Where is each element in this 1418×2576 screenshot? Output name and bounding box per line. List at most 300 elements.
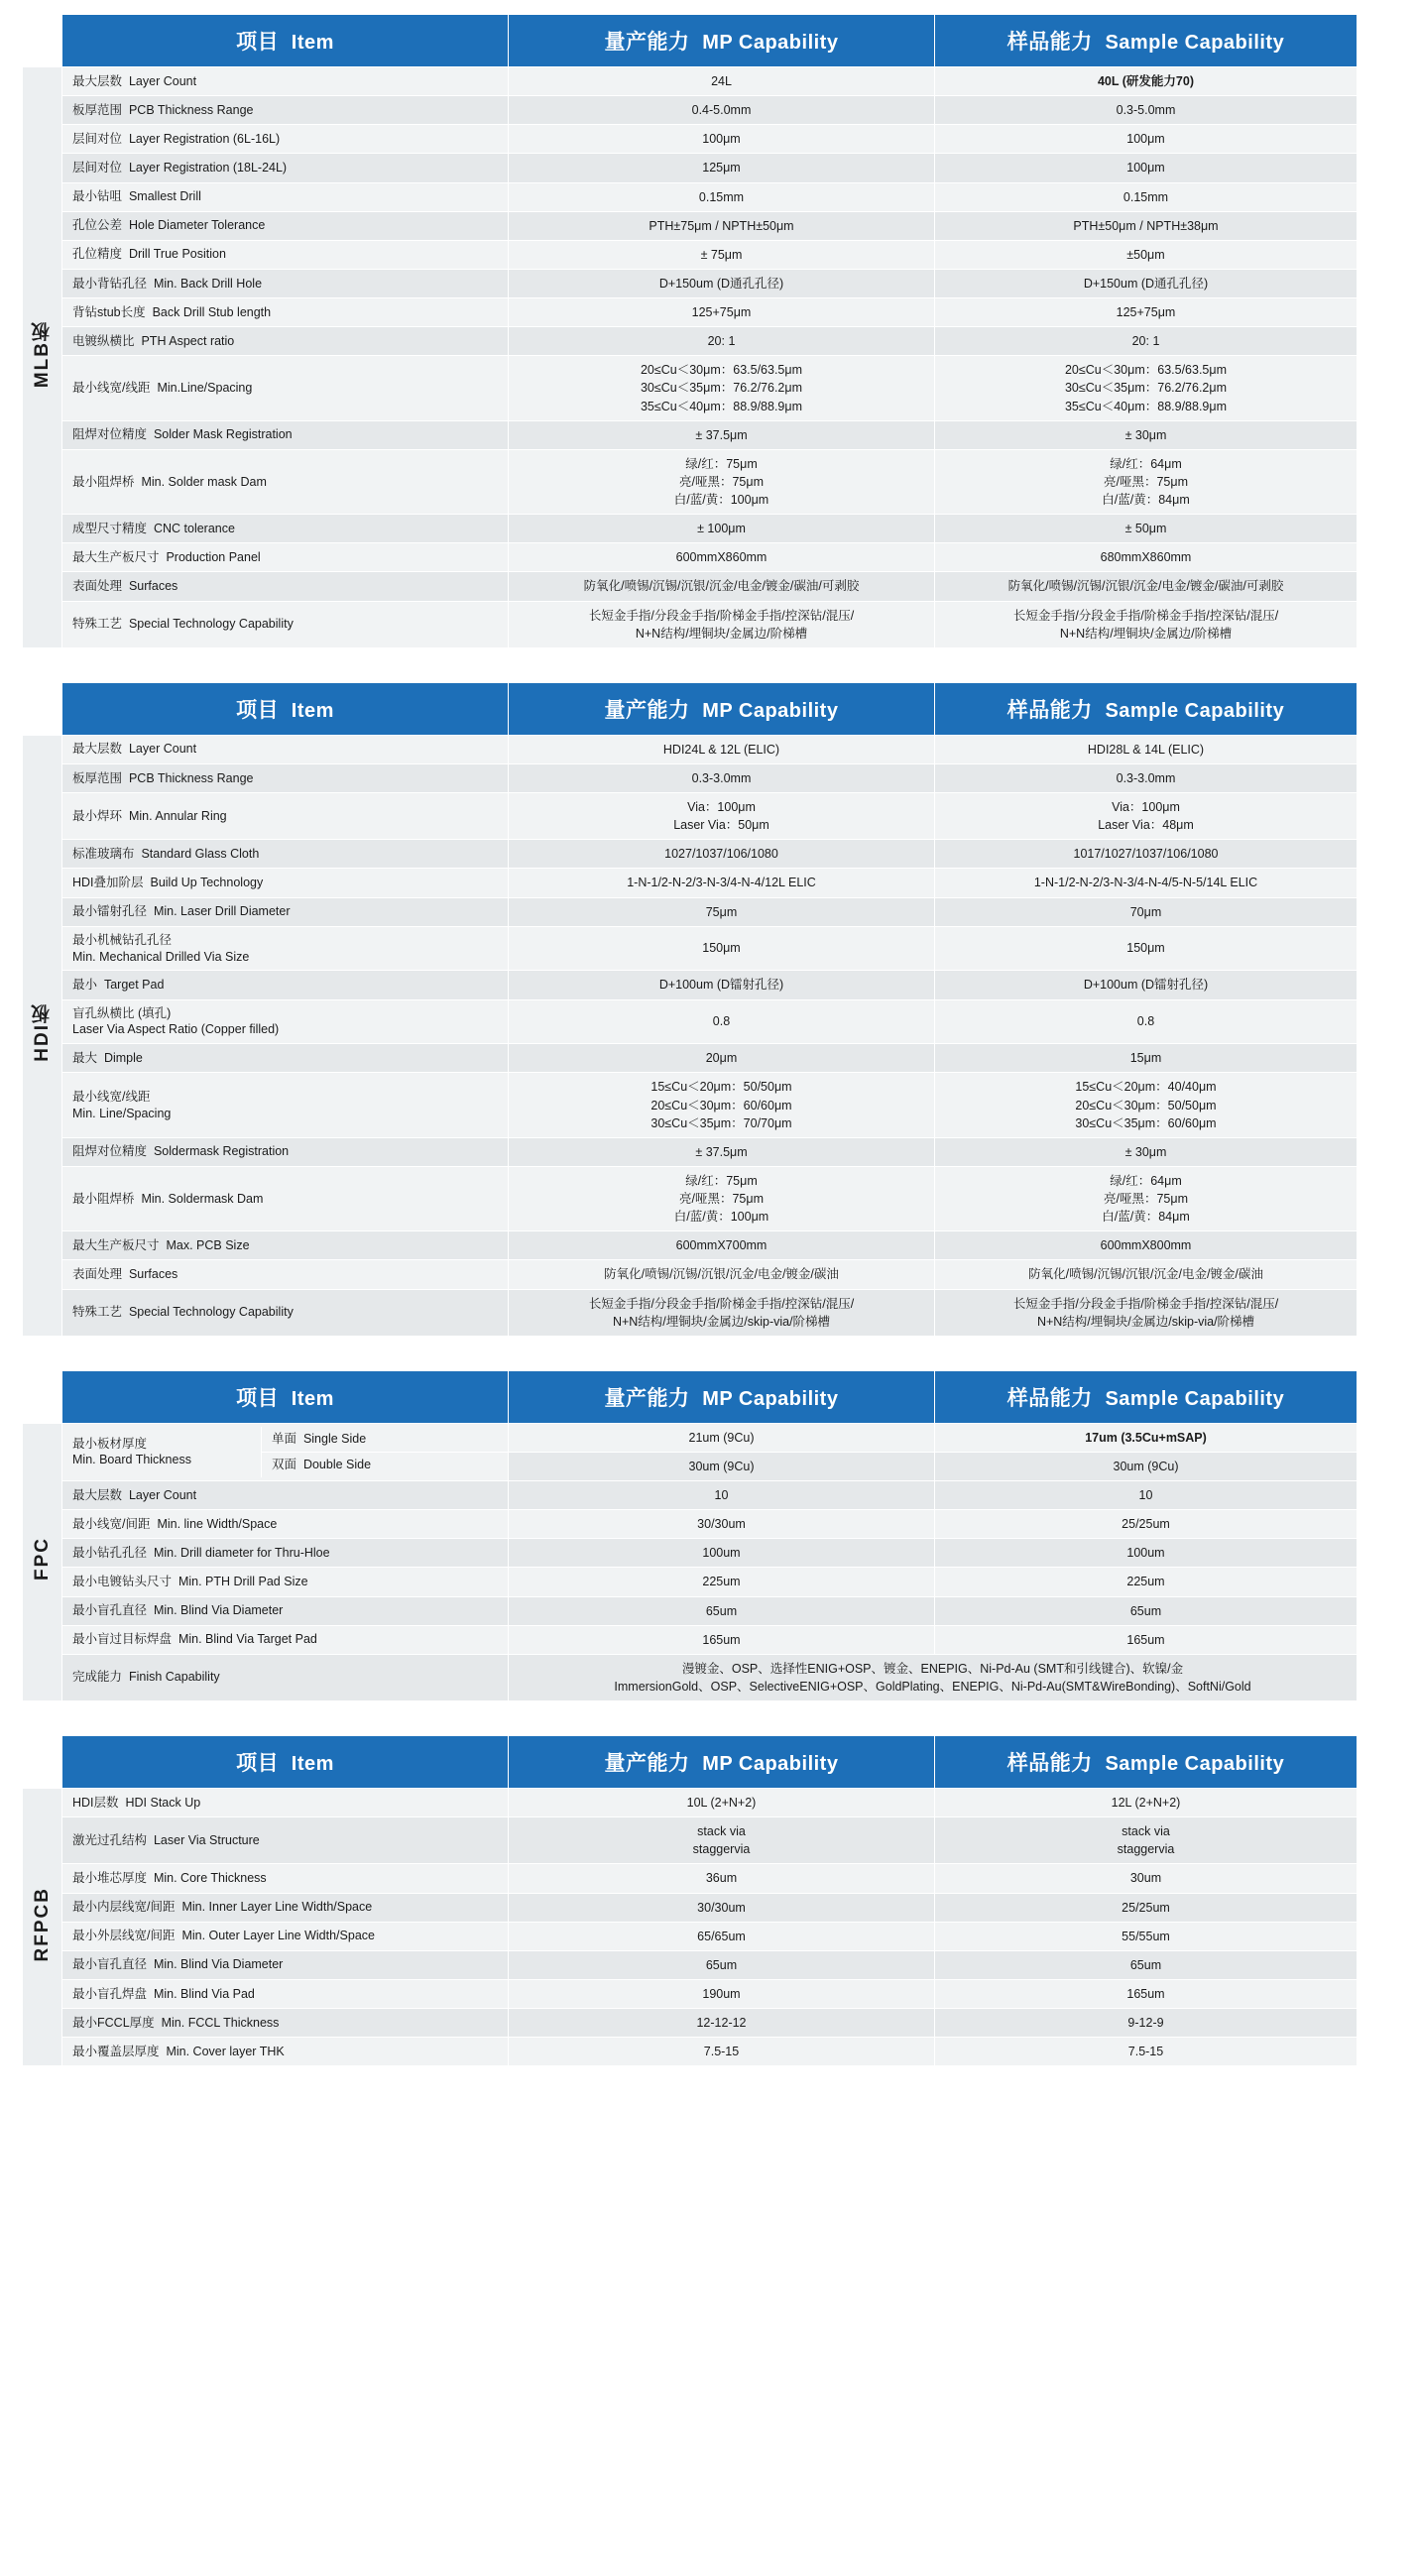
value-line: 70μm (1129, 904, 1162, 919)
table-row (23, 125, 1358, 154)
row-item-en: Min. Core Thickness (153, 1871, 267, 1885)
value-line: 21um (9Cu) (688, 1430, 755, 1445)
row-item-cn: 板厚范围 (72, 102, 123, 117)
row-item-en: Back Drill Stub length (152, 304, 272, 319)
header-item: 项目 Item (62, 15, 509, 67)
table-row (23, 298, 1358, 327)
value-line: 长短金手指/分段金手指/阶梯金手指/控深钻/混压/ (1012, 1296, 1279, 1311)
row-sample-value (935, 327, 1358, 356)
row-item-cn: 最大层数 (72, 1487, 123, 1502)
value-line: 亮/哑黑：75μm (1104, 474, 1188, 489)
header-sample-capability: 样品能力 Sample Capability (935, 15, 1358, 67)
value-line: 长短金手指/分段金手指/阶梯金手指/控深钻/混压/ (588, 1296, 855, 1311)
value-line: Laser Via：50μm (673, 818, 769, 833)
row-item-cn: 最小机械钻孔孔径 (72, 932, 173, 947)
row-sample-value (935, 735, 1358, 763)
row-item-label (62, 971, 509, 999)
value-line: 190um (702, 1986, 741, 2001)
value-line: 20: 1 (1131, 334, 1160, 349)
row-item-cn: 成型尺寸精度 (72, 521, 148, 535)
value-line: N+N结构/埋铜块/金属边/阶梯槽 (1059, 626, 1233, 641)
row-item-en: Solder Mask Registration (153, 427, 293, 442)
row-item-en: Layer Count (128, 742, 197, 757)
row-item-en: CNC tolerance (153, 521, 235, 535)
row-item-label (62, 1922, 509, 1950)
row-sample-value (935, 1864, 1358, 1893)
value-line: 7.5-15 (703, 2045, 740, 2059)
value-line: 65um (1129, 1603, 1162, 1618)
table-row (23, 1073, 1358, 1137)
row-item-en: Min. Back Drill Hole (153, 276, 263, 291)
table-row (23, 2009, 1358, 2038)
header-sample-capability: 样品能力 Sample Capability (935, 1370, 1358, 1423)
row-item-cn: 表面处理 (72, 579, 123, 593)
value-line: D+150um (D通孔孔径) (1083, 276, 1209, 291)
row-mp-value (509, 1231, 935, 1260)
row-item-en: PTH Aspect ratio (141, 333, 235, 348)
row-mp-value (509, 1044, 935, 1073)
value-line: 680mmX860mm (1100, 550, 1192, 565)
row-item-en: Laser Via Structure (153, 1832, 260, 1847)
value-line: staggervia (692, 1842, 751, 1857)
row-sample-value (935, 1452, 1358, 1480)
table-row (23, 420, 1358, 449)
row-item-cn: 电镀纵横比 (72, 333, 135, 348)
row-sample-value (935, 96, 1358, 125)
row-item-label (62, 327, 509, 356)
row-sample-value (935, 1893, 1358, 1922)
value-line: 绿/红：64μm (1110, 456, 1182, 471)
row-mp-value (509, 1950, 935, 1979)
value-line: 35≤Cu＜40μm：88.9/88.9μm (640, 399, 802, 413)
row-item-en: Laser Via Aspect Ratio (Copper filled) (72, 1022, 280, 1037)
row-item-label (62, 1481, 509, 1510)
value-line: 漫镀金、OSP、选择性ENIG+OSP、镀金、ENEPIG、Ni-Pd-Au (SMT和引线键合)、软镍/金 (681, 1661, 1184, 1676)
row-mp-value (509, 182, 935, 211)
spec-table (22, 682, 1358, 1337)
value-line: 20≤Cu＜30μm：63.5/63.5μm (1064, 363, 1227, 378)
value-line: 15≤Cu＜20μm：40/40μm (1075, 1080, 1217, 1095)
row-sample-value (935, 1260, 1358, 1289)
row-item-label (62, 1789, 509, 1817)
value-line: 150μm (1126, 941, 1165, 956)
value-line: 30um (9Cu) (1113, 1459, 1179, 1473)
value-line: 1-N-1/2-N-2/3-N-3/4-N-4/5-N-5/14L ELIC (1033, 876, 1258, 890)
value-line: 长短金手指/分段金手指/阶梯金手指/控深钻/混压/ (588, 608, 855, 623)
row-item-cn: 最小阻焊桥 (72, 1191, 135, 1206)
value-line: 65um (1129, 1957, 1162, 1972)
row-item-label (62, 96, 509, 125)
table-row (23, 1654, 1358, 1700)
row-sample-value (935, 1231, 1358, 1260)
value-line: stack via (1122, 1824, 1170, 1839)
row-item-en: Min. Blind Via Target Pad (177, 1632, 317, 1647)
row-item-label (62, 763, 509, 792)
row-span-value (509, 1654, 1358, 1700)
value-line: 600mmX700mm (675, 1238, 768, 1253)
row-sample-value (935, 269, 1358, 297)
value-line: ± 30μm (1124, 427, 1167, 442)
row-sample-value (935, 1423, 1358, 1452)
row-item-en: Min. Mechanical Drilled Via Size (72, 949, 250, 964)
value-line: 30/30um (697, 1900, 746, 1915)
table-row (23, 1625, 1358, 1654)
table-header-row (23, 1736, 1358, 1789)
value-line: 白/蓝/黄：84μm (1102, 1210, 1190, 1225)
row-item-en: Layer Count (128, 73, 197, 88)
spec-block-FPC (0, 1370, 1418, 1701)
table-row (23, 96, 1358, 125)
table-row (23, 1423, 1358, 1452)
row-item-label (62, 869, 509, 897)
table-row (23, 356, 1358, 420)
row-mp-value (509, 1510, 935, 1539)
row-item-label (62, 515, 509, 543)
row-item-en: Layer Count (128, 1487, 197, 1502)
row-subitem-label: 双面 Double Side (262, 1452, 508, 1477)
value-line: 12L (2+N+2) (1111, 1796, 1181, 1810)
row-mp-value (509, 2009, 935, 2038)
row-item-label (62, 1950, 509, 1979)
row-item-cn: 特殊工艺 (72, 617, 123, 632)
value-line: 20≤Cu＜30μm：60/60μm (650, 1098, 792, 1112)
value-line: 0.3-3.0mm (691, 770, 752, 785)
row-sample-value (935, 211, 1358, 240)
value-line: 165um (1126, 1632, 1165, 1647)
value-line: 30≤Cu＜35μm：76.2/76.2μm (1064, 381, 1227, 396)
row-mp-value (509, 1817, 935, 1864)
value-line: 24L (711, 74, 732, 88)
value-line: 1027/1037/106/1080 (664, 847, 778, 862)
section-label-FPC: FPC (23, 1423, 62, 1700)
value-line: 防氧化/喷锡/沉锡/沉银/沉金/电金/镀金/碳油 (604, 1267, 839, 1282)
row-mp-value (509, 1568, 935, 1596)
row-item-label (62, 1817, 509, 1864)
table-header-row (23, 1370, 1358, 1423)
value-line: 600mmX860mm (675, 550, 768, 565)
table-row (23, 572, 1358, 601)
value-line: ImmersionGold、OSP、SelectiveENIG+OSP、GoldPlating、ENEPIG、Ni-Pd-Au(SMT&WireBonding)、SoftNi/Gold (614, 1679, 1251, 1694)
row-item-en: Drill True Position (128, 247, 226, 262)
row-item-en: Min. Laser Drill Diameter (153, 904, 291, 919)
value-line: 100μm (702, 132, 741, 147)
row-item-cn: 最小钻孔孔径 (72, 1545, 148, 1560)
row-item-en: Surfaces (128, 579, 178, 593)
header-item: 项目 Item (62, 1736, 509, 1789)
row-item-label (62, 1539, 509, 1568)
value-line: N+N结构/埋铜块/金属边/skip-via/阶梯槽 (612, 1314, 831, 1329)
value-line: D+150um (D通孔孔径) (658, 276, 784, 291)
table-row (23, 763, 1358, 792)
row-item-cn: 层间对位 (72, 131, 123, 146)
row-item-label (62, 543, 509, 572)
header-sample-capability: 样品能力 Sample Capability (935, 682, 1358, 735)
table-row (23, 1922, 1358, 1950)
table-row (23, 793, 1358, 840)
row-item-cn: 最小盲孔直径 (72, 1603, 148, 1618)
value-line: 15≤Cu＜20μm：50/50μm (650, 1080, 792, 1095)
value-line: 防氧化/喷锡/沉锡/沉银/沉金/电金/镀金/碳油/可剥胶 (583, 579, 860, 594)
header-sample-capability: 样品能力 Sample Capability (935, 1736, 1358, 1789)
row-item-label (62, 1510, 509, 1539)
row-mp-value (509, 1289, 935, 1336)
row-sample-value (935, 2038, 1358, 2066)
table-row (23, 926, 1358, 971)
table-row (23, 869, 1358, 897)
row-sample-value (935, 1044, 1358, 1073)
row-item-cn: HDI叠加阶层 (72, 876, 144, 889)
row-mp-value (509, 572, 935, 601)
value-line: 65um (705, 1603, 738, 1618)
value-line: HDI24L & 12L (ELIC) (662, 742, 780, 757)
table-row (23, 1510, 1358, 1539)
row-item-cn: 阻焊对位精度 (72, 1144, 148, 1159)
header-item: 项目 Item (62, 682, 509, 735)
value-line: ± 75μm (700, 247, 743, 262)
value-line: 125+75μm (1116, 305, 1176, 319)
table-row (23, 735, 1358, 763)
table-row (23, 1044, 1358, 1073)
spec-table (22, 1370, 1358, 1701)
row-mp-value (509, 999, 935, 1044)
row-item-cn: 层间对位 (72, 161, 123, 175)
table-row (23, 2038, 1358, 2066)
row-item-cn: 最小FCCL厚度 (72, 2015, 155, 2030)
row-item-cn: 完成能力 (72, 1670, 123, 1685)
row-sample-value (935, 897, 1358, 926)
row-item-cn: 孔位公差 (72, 218, 123, 233)
value-line: 20≤Cu＜30μm：50/50μm (1075, 1098, 1217, 1112)
row-item-en: Standard Glass Cloth (141, 846, 260, 861)
row-item-cn: 最大生产板尺寸 (72, 1237, 160, 1252)
row-item-label (62, 1654, 509, 1700)
row-mp-value (509, 154, 935, 182)
value-line: PTH±50μm / NPTH±38μm (1073, 218, 1219, 233)
row-mp-value (509, 763, 935, 792)
row-sample-value (935, 1289, 1358, 1336)
row-mp-value (509, 1979, 935, 2008)
row-item-en: Special Technology Capability (128, 617, 294, 632)
row-sample-value (935, 926, 1358, 971)
row-sample-value (935, 1979, 1358, 2008)
row-sample-value (935, 1950, 1358, 1979)
value-line: 20μm (705, 1051, 738, 1066)
row-item-cn: 最小盲孔焊盘 (72, 1986, 148, 2001)
row-item-label (62, 269, 509, 297)
row-item-cn: 最小 (72, 978, 98, 992)
row-item-cn: 激光过孔结构 (72, 1832, 148, 1847)
row-sample-value (935, 869, 1358, 897)
row-sample-value (935, 154, 1358, 182)
row-sample-value (935, 1166, 1358, 1230)
row-item-cn: 最小内层线宽/间距 (72, 1900, 176, 1915)
row-sample-value (935, 572, 1358, 601)
table-header-row (23, 682, 1358, 735)
row-item-en: Min.Line/Spacing (157, 381, 253, 395)
row-item-en: Min. PTH Drill Pad Size (177, 1575, 308, 1588)
row-item-label (62, 449, 509, 514)
row-sample-value (935, 1922, 1358, 1950)
value-line: PTH±75μm / NPTH±50μm (649, 218, 794, 233)
row-sample-value (935, 840, 1358, 869)
value-line: D+100um (D镭射孔径) (1083, 978, 1209, 993)
table-row (23, 897, 1358, 926)
value-line: ± 100μm (697, 522, 746, 536)
row-sample-value (935, 1073, 1358, 1137)
row-item-en: Layer Registration (6L-16L) (128, 131, 281, 146)
row-mp-value (509, 269, 935, 297)
value-line: 100um (1126, 1546, 1165, 1561)
value-line: 0.15mm (1123, 189, 1169, 204)
row-mp-value (509, 1481, 935, 1510)
value-line: 40L (研发能力70) (1097, 74, 1194, 88)
spec-table (22, 14, 1358, 648)
value-line: Via：100μm (1112, 800, 1180, 814)
row-mp-value (509, 1864, 935, 1893)
row-item-label (62, 1166, 509, 1230)
table-row (23, 1950, 1358, 1979)
row-item-cn: 最小堆芯厚度 (72, 1871, 148, 1885)
row-item-cn: 最小盲孔直径 (72, 1957, 148, 1972)
value-line: 15μm (1129, 1051, 1162, 1066)
value-line: 绿/红：64μm (1110, 1173, 1182, 1188)
value-line: N+N结构/埋铜块/金属边/阶梯槽 (635, 626, 808, 641)
value-line: 30/30um (697, 1517, 746, 1532)
row-item-en: Finish Capability (128, 1670, 220, 1685)
value-line: 7.5-15 (1127, 2045, 1164, 2059)
value-line: 10L (2+N+2) (686, 1796, 757, 1810)
row-item-en: Smallest Drill (128, 189, 201, 204)
table-row (23, 269, 1358, 297)
row-item-label (62, 840, 509, 869)
row-sample-value (935, 67, 1358, 96)
row-item-cn: 最小焊环 (72, 808, 123, 823)
row-item-cn: HDI层数 (72, 1795, 119, 1810)
row-item-label (62, 154, 509, 182)
table-row (23, 1137, 1358, 1166)
row-item-en: Min. Solder mask Dam (141, 474, 267, 489)
value-line: 30≤Cu＜35μm：70/70μm (650, 1115, 792, 1130)
header-item: 项目 Item (62, 1370, 509, 1423)
row-mp-value (509, 356, 935, 420)
row-item-en: Min. Blind Via Diameter (153, 1603, 284, 1618)
table-row (23, 999, 1358, 1044)
value-line: 65/65um (697, 1929, 746, 1943)
table-row (23, 449, 1358, 514)
value-line: D+100um (D镭射孔径) (658, 978, 784, 993)
table-row (23, 543, 1358, 572)
value-line: ±50μm (1126, 247, 1165, 262)
value-line: 35≤Cu＜40μm：88.9/88.9μm (1064, 399, 1227, 413)
table-row (23, 1289, 1358, 1336)
row-item-en: Min. Blind Via Pad (153, 1986, 255, 2001)
value-line: 长短金手指/分段金手指/阶梯金手指/控深钻/混压/ (1012, 608, 1279, 623)
row-mp-value (509, 543, 935, 572)
row-mp-value (509, 971, 935, 999)
row-item-label (62, 67, 509, 96)
row-item-label (62, 926, 509, 971)
table-row (23, 1817, 1358, 1864)
table-row (23, 515, 1358, 543)
row-item-label (62, 240, 509, 269)
row-mp-value (509, 1893, 935, 1922)
row-sample-value (935, 1510, 1358, 1539)
row-item-cn: 板厚范围 (72, 770, 123, 785)
row-item-en: Max. PCB Size (166, 1237, 250, 1252)
row-mp-value (509, 515, 935, 543)
row-item-en: Min. line Width/Space (157, 1516, 278, 1531)
row-item-label (62, 182, 509, 211)
row-sample-value (935, 1481, 1358, 1510)
row-item-cn: 最小镭射孔径 (72, 904, 148, 919)
row-item-cn: 最小阻焊桥 (72, 474, 135, 489)
row-sample-value (935, 1539, 1358, 1568)
value-line: 55/55um (1122, 1929, 1170, 1943)
spec-block-MLB板 (0, 14, 1418, 648)
value-line: 防氧化/喷锡/沉锡/沉银/沉金/电金/镀金/碳油 (1028, 1267, 1263, 1282)
row-item-label (62, 356, 509, 420)
row-item-cn: 最小线宽/线距 (72, 381, 151, 395)
row-mp-value (509, 1539, 935, 1568)
value-line: 100μm (1126, 132, 1165, 147)
table-row (23, 1789, 1358, 1817)
row-mp-value (509, 1137, 935, 1166)
row-mp-value (509, 449, 935, 514)
row-item-en: PCB Thickness Range (128, 770, 254, 785)
row-item-cn: 最小电镀钻头尺寸 (72, 1575, 173, 1588)
row-sample-value (935, 356, 1358, 420)
value-line: 1-N-1/2-N-2/3-N-3/4-N-4/12L ELIC (627, 876, 816, 890)
table-row (23, 1893, 1358, 1922)
row-sample-value (935, 1817, 1358, 1864)
value-line: 1017/1027/1037/106/1080 (1073, 847, 1219, 862)
table-row (23, 182, 1358, 211)
table-row (23, 327, 1358, 356)
table-row (23, 601, 1358, 647)
row-sample-value (935, 1625, 1358, 1654)
row-item-en: Special Technology Capability (128, 1305, 294, 1320)
row-item-cn: 特殊工艺 (72, 1305, 123, 1320)
value-line: 65um (705, 1957, 738, 1972)
row-mp-value (509, 840, 935, 869)
row-item-en: Layer Registration (18L-24L) (128, 161, 288, 175)
row-item-en: Min. Annular Ring (128, 808, 227, 823)
value-line: ± 30μm (1124, 1144, 1167, 1159)
table-row (23, 1231, 1358, 1260)
row-sample-value (935, 1137, 1358, 1166)
row-mp-value (509, 1423, 935, 1452)
spec-table (22, 1735, 1358, 2066)
row-item-label (62, 1864, 509, 1893)
row-mp-value (509, 1596, 935, 1625)
table-row (23, 971, 1358, 999)
row-sample-value (935, 601, 1358, 647)
row-item-label (62, 793, 509, 840)
value-line: 30um (9Cu) (688, 1459, 755, 1473)
row-sample-value (935, 763, 1358, 792)
value-line: 白/蓝/黄：84μm (1102, 493, 1190, 507)
value-line: ± 37.5μm (695, 427, 748, 442)
value-line: 绿/红：75μm (685, 1173, 758, 1188)
table-row (23, 1596, 1358, 1625)
row-item-label (62, 735, 509, 763)
row-mp-value (509, 1789, 935, 1817)
row-item-cn: 最小线宽/间距 (72, 1516, 151, 1531)
table-row (23, 154, 1358, 182)
row-sample-value (935, 449, 1358, 514)
row-item-en: Build Up Technology (150, 876, 264, 889)
row-item-cn: 最大层数 (72, 742, 123, 757)
